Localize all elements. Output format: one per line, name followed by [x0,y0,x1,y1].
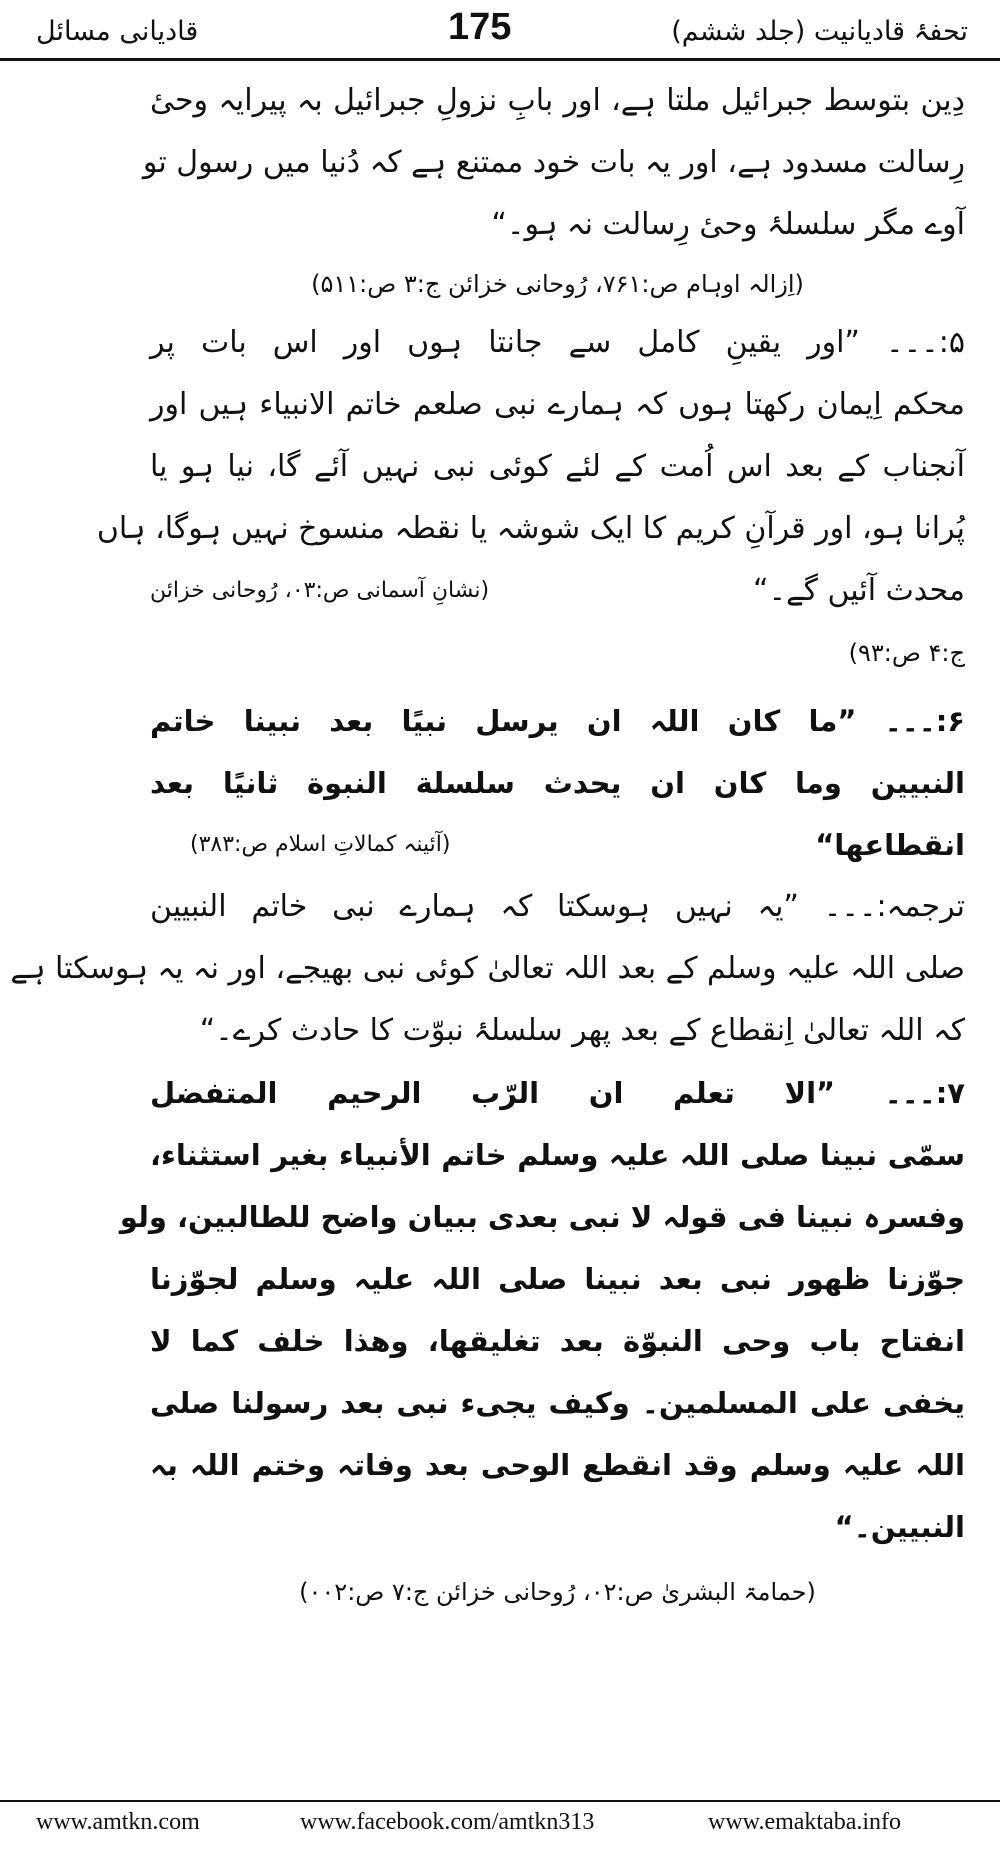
arabic-line: وفسرہ نبینا فی قولہ لا نبی بعدی ببیان واضح للطالبین، ولو [119,1200,965,1234]
text-line: دِین بتوسط جبرائیل ملتا ہے، اور بابِ نزولِ جبرائیل بہ پیرایہ وحیٔ [150,83,965,118]
arabic-line: سمّی نبینا صلی اللہ علیہ وسلم خاتم الأنبیاء بغیر استثناء، [150,1138,965,1172]
arabic-line: النبیین وما کان ان یحدث سلسلة النبوة ثانیًا بعد [150,766,965,800]
text-line: ۵:۔۔۔ ”اور یقینِ کامل سے جانتا ہوں اور اس بات پر [150,325,965,360]
text-line [150,560,965,622]
citation: (اِزالہ اوہام ص:۷۶۱، رُوحانی خزائن ج:۳ ص:۵۱۱) [311,270,804,298]
text-line: آنجناب کے بعد اس اُمت کے لئے کوئی نبی نہیں آئے گا، نیا ہو یا [150,449,965,484]
text-line: آوے مگر سلسلۂ وحیٔ رِسالت نہ ہو۔“ [491,207,965,242]
text-line: ترجمہ:۔۔۔ ”یہ نہیں ہوسکتا کہ ہمارے نبی خاتم النبیین [150,889,965,924]
arabic-line: یخفی علی المسلمین۔ وکیف یجیء نبی بعد رسولنا صلی [150,1386,965,1420]
text-line: کہ اللہ تعالیٰ اِنقطاع کے بعد پھر سلسلۂ نبوّت کا حادث کرے۔“ [199,1013,965,1048]
text-line: صلی اللہ علیہ وسلم کے بعد اللہ تعالیٰ کوئی نبی بھیجے، اور نہ یہ ہوسکتا ہے [10,951,965,986]
arabic-line: اللہ علیہ وسلم وقد انقطع الوحی بعد وفاتہ وختم اللہ بہ [150,1448,965,1482]
footer-rule [0,1800,1000,1802]
text-line: پُرانا ہو، اور قرآنِ کریم کا ایک شوشہ یا نقطہ منسوخ نہیں ہوگا، ہاں [96,511,965,546]
book-title: تحفۂ قادیانیت (جلد ششم) [671,16,968,47]
citation: (آئینہ کمالاتِ اسلام ص:۳۸۳) [190,832,451,857]
footer-link-facebook[interactable]: www.facebook.com/amtkn313 [300,1809,595,1835]
arabic-line: ۶:۔۔۔ ”ما کان اللہ ان یرسل نبیًا بعد نبینا خاتم [150,704,965,738]
citation: ج:۴ ص:۹۳) [848,639,965,667]
arabic-line: انفتاح باب وحی النبوّة بعد تغلیقها، وهذا خلف کما لا [150,1324,965,1358]
page-body [10,70,965,1620]
page-footer [0,1805,1000,1845]
citation: (نشانِ آسمانی ص:۰۳، رُوحانی خزائن [150,578,490,603]
header-rule [0,58,1000,61]
text-line: محکم اِیمان رکھتا ہوں کہ ہمارے نبی صلعم خاتم الانبیاء ہیں اور [150,387,965,422]
arabic-line: النبیین۔“ [834,1510,965,1544]
page-number: 175 [448,6,512,48]
quote-end: انقطاعها“ [815,828,965,862]
quote-end: محدث آئیں گے۔“ [752,573,965,608]
page-header [0,0,1000,60]
footer-link-amtkn[interactable]: www.amtkn.com [36,1809,200,1835]
arabic-line: ۷:۔۔۔ ”الا تعلم ان الرّب الرحیم المتفضل [150,1076,965,1110]
section-title: قادیانی مسائل [36,16,199,47]
arabic-line: جوّزنا ظهور نبی بعد نبینا صلی اللہ علیہ وسلم لجوّزنا [150,1262,965,1296]
footer-link-emaktaba[interactable]: www.emaktaba.info [708,1809,902,1835]
arabic-line [150,814,965,876]
text-line: رِسالت مسدود ہے، اور یہ بات خود ممتنع ہے کہ دُنیا میں رسول تو [142,145,965,180]
citation: (حمامۃ البشریٰ ص:۰۲، رُوحانی خزائن ج:۷ ص:۰۰۲) [299,1578,816,1606]
